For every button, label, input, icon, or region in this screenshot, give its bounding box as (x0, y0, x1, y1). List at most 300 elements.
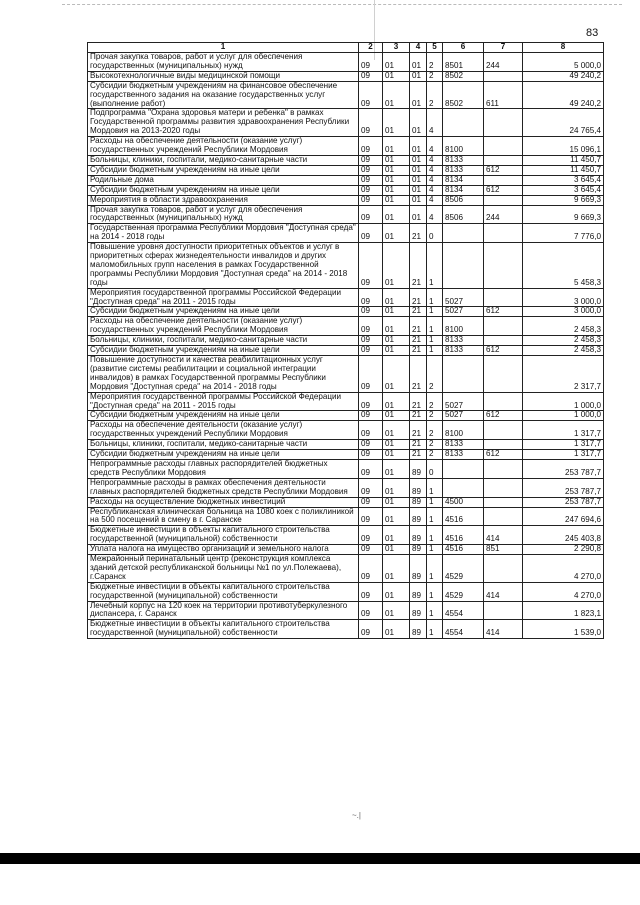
row-amount: 2 458,3 (523, 346, 604, 356)
code-section: 09 (359, 507, 383, 526)
code-expense-type (484, 71, 523, 81)
code-program: 21 (410, 450, 427, 460)
row-name: Расходы на осуществление бюджетных инвестиций (88, 497, 359, 507)
code-subprogram: 1 (427, 307, 443, 317)
table-row (88, 195, 604, 205)
code-section: 09 (359, 175, 383, 185)
code-program: 21 (410, 243, 427, 289)
code-expense-type (484, 459, 523, 478)
code-article: 4554 (443, 601, 484, 620)
row-amount: 9 669,3 (523, 195, 604, 205)
code-subprogram: 4 (427, 155, 443, 165)
row-name: Больницы, клиники, госпитали, медико-санитарные части (88, 336, 359, 346)
row-name: Субсидии бюджетным учреждениям на иные цели (88, 450, 359, 460)
code-article: 8501 (443, 53, 484, 72)
row-name: Повышение уровня доступности приоритетных объектов и услуг в приоритетных сферах жизнедеятельности инвалидов и других маломобильных групп населения в рамках Государственной программы Республики Мордовия "Доступная среда" на 2014 - 2018 годы (88, 243, 359, 289)
code-program: 21 (410, 317, 427, 336)
code-subprogram: 1 (427, 288, 443, 307)
code-expense-type (484, 555, 523, 583)
top-rule (62, 4, 622, 5)
row-name: Мероприятия государственной программы Российской Федерации "Доступная среда" на 2011 - 2015 годы (88, 288, 359, 307)
row-amount: 4 270,0 (523, 582, 604, 601)
code-expense-type (484, 195, 523, 205)
code-section: 09 (359, 356, 383, 393)
table-row (88, 620, 604, 639)
code-section: 09 (359, 109, 383, 137)
code-section: 09 (359, 165, 383, 175)
code-expense-type: 414 (484, 582, 523, 601)
code-subsection: 01 (383, 71, 410, 81)
code-section: 09 (359, 582, 383, 601)
code-subsection: 01 (383, 411, 410, 421)
code-subprogram: 1 (427, 346, 443, 356)
row-amount: 3 000,0 (523, 288, 604, 307)
page-number: 83 (586, 27, 599, 39)
table-row (88, 582, 604, 601)
code-subsection: 01 (383, 582, 410, 601)
table-row (88, 421, 604, 440)
code-program: 01 (410, 185, 427, 195)
row-amount: 253 787,7 (523, 478, 604, 497)
code-subsection: 01 (383, 317, 410, 336)
code-subprogram: 4 (427, 137, 443, 156)
header-cell: 3 (383, 43, 410, 53)
code-subsection: 01 (383, 165, 410, 175)
code-program: 21 (410, 356, 427, 393)
row-amount: 253 787,7 (523, 459, 604, 478)
code-program: 89 (410, 497, 427, 507)
row-amount: 3 000,0 (523, 307, 604, 317)
row-amount: 11 450,7 (523, 155, 604, 165)
code-program: 89 (410, 526, 427, 545)
table-row (88, 137, 604, 156)
code-program: 01 (410, 137, 427, 156)
code-expense-type (484, 288, 523, 307)
row-name: Прочая закупка товаров, работ и услуг для обеспечения государственных (муниципальных) нужд (88, 205, 359, 224)
code-section: 09 (359, 155, 383, 165)
row-name: Межрайонный перинатальный центр (реконструкция комплекса зданий детской республиканской больницы №1 по ул.Полежаева), г.Саранск (88, 555, 359, 583)
table-row (88, 336, 604, 346)
code-program: 89 (410, 601, 427, 620)
header-cell: 5 (427, 43, 443, 53)
table-row (88, 307, 604, 317)
code-program: 89 (410, 545, 427, 555)
code-section: 09 (359, 411, 383, 421)
row-name: Непрограммные расходы главных распорядителей бюджетных средств Республики Мордовия (88, 459, 359, 478)
row-name: Мероприятия государственной программы Российской Федерации "Доступная среда" на 2011 - 2015 годы (88, 392, 359, 411)
row-name: Подпрограмма "Охрана здоровья матери и ребенка" в рамках Государственной программы развития здравоохранения Республики Мордовия на 2013-2020 годы (88, 109, 359, 137)
row-amount: 1 317,7 (523, 421, 604, 440)
code-subsection: 01 (383, 205, 410, 224)
row-name: Непрограммные расходы в рамках обеспечения деятельности главных распорядителей бюджетных средств Республики Мордовия (88, 478, 359, 497)
row-name: Субсидии бюджетным учреждениям на финансовое обеспечение государственного задания на оказание государственных услуг (выполнение работ) (88, 81, 359, 109)
row-name: Субсидии бюджетным учреждениям на иные цели (88, 346, 359, 356)
row-amount: 5 458,3 (523, 243, 604, 289)
code-subprogram: 2 (427, 392, 443, 411)
code-article: 8100 (443, 421, 484, 440)
code-expense-type (484, 317, 523, 336)
table-row (88, 601, 604, 620)
code-article: 8506 (443, 195, 484, 205)
code-section: 09 (359, 224, 383, 243)
row-name: Высокотехнологичные виды медицинской помощи (88, 71, 359, 81)
code-program: 89 (410, 620, 427, 639)
code-section: 09 (359, 555, 383, 583)
code-section: 09 (359, 185, 383, 195)
table-row (88, 71, 604, 81)
code-subprogram: 2 (427, 356, 443, 393)
code-article: 8133 (443, 155, 484, 165)
code-program: 01 (410, 205, 427, 224)
code-article (443, 459, 484, 478)
code-section: 09 (359, 450, 383, 460)
code-subprogram: 1 (427, 243, 443, 289)
code-expense-type: 244 (484, 205, 523, 224)
code-expense-type: 611 (484, 81, 523, 109)
code-program: 21 (410, 307, 427, 317)
code-article: 8133 (443, 346, 484, 356)
code-subprogram: 4 (427, 175, 443, 185)
row-amount: 4 270,0 (523, 555, 604, 583)
code-subprogram: 2 (427, 81, 443, 109)
code-expense-type (484, 507, 523, 526)
code-article (443, 109, 484, 137)
code-section: 09 (359, 307, 383, 317)
row-amount: 245 403,8 (523, 526, 604, 545)
row-amount: 1 000,0 (523, 392, 604, 411)
row-name: Республиканская клиническая больница на 1080 коек с поликлиникой на 500 посещений в смену в г. Саранске (88, 507, 359, 526)
row-amount: 253 787,7 (523, 497, 604, 507)
code-subprogram: 1 (427, 478, 443, 497)
row-name: Субсидии бюджетным учреждениям на иные цели (88, 411, 359, 421)
table-row (88, 155, 604, 165)
code-subprogram: 2 (427, 450, 443, 460)
code-expense-type (484, 421, 523, 440)
code-section: 09 (359, 243, 383, 289)
table-row (88, 317, 604, 336)
code-section: 09 (359, 137, 383, 156)
code-program: 21 (410, 440, 427, 450)
code-expense-type (484, 109, 523, 137)
code-section: 09 (359, 336, 383, 346)
row-name: Лечебный корпус на 120 коек на территории противотуберкулезного диспансера, г. Саранск (88, 601, 359, 620)
code-section: 09 (359, 205, 383, 224)
code-section: 09 (359, 53, 383, 72)
code-expense-type (484, 478, 523, 497)
table-row (88, 356, 604, 393)
code-section: 09 (359, 620, 383, 639)
code-subsection: 01 (383, 137, 410, 156)
code-subsection: 01 (383, 336, 410, 346)
code-section: 09 (359, 601, 383, 620)
scan-mark: ~.| (352, 811, 361, 820)
row-name: Расходы на обеспечение деятельности (оказание услуг) государственных учреждений Республики Мордовия (88, 317, 359, 336)
code-program: 89 (410, 582, 427, 601)
code-expense-type (484, 601, 523, 620)
code-program: 01 (410, 155, 427, 165)
table-row (88, 165, 604, 175)
row-amount: 49 240,2 (523, 71, 604, 81)
table-header-row (88, 43, 604, 53)
row-name: Больницы, клиники, госпитали, медико-санитарные части (88, 440, 359, 450)
table-row (88, 53, 604, 72)
code-expense-type (484, 336, 523, 346)
row-name: Прочая закупка товаров, работ и услуг для обеспечения государственных (муниципальных) нужд (88, 53, 359, 72)
code-article: 8134 (443, 175, 484, 185)
table-row (88, 526, 604, 545)
code-program: 21 (410, 346, 427, 356)
code-expense-type (484, 243, 523, 289)
code-program: 21 (410, 421, 427, 440)
code-section: 09 (359, 71, 383, 81)
code-section: 09 (359, 459, 383, 478)
code-program: 01 (410, 165, 427, 175)
row-amount: 11 450,7 (523, 165, 604, 175)
table-row (88, 288, 604, 307)
code-article: 8133 (443, 440, 484, 450)
code-program: 01 (410, 71, 427, 81)
table-row (88, 175, 604, 185)
code-article: 8100 (443, 137, 484, 156)
code-subprogram: 1 (427, 582, 443, 601)
code-program: 21 (410, 224, 427, 243)
code-subprogram: 0 (427, 459, 443, 478)
code-subsection: 01 (383, 440, 410, 450)
table-row (88, 205, 604, 224)
code-expense-type: 612 (484, 307, 523, 317)
code-article: 8506 (443, 205, 484, 224)
code-section: 09 (359, 288, 383, 307)
code-article: 8134 (443, 185, 484, 195)
code-subsection: 01 (383, 459, 410, 478)
row-name: Родильные дома (88, 175, 359, 185)
code-article (443, 356, 484, 393)
code-section: 09 (359, 317, 383, 336)
code-section: 09 (359, 421, 383, 440)
code-subsection: 01 (383, 81, 410, 109)
code-subsection: 01 (383, 421, 410, 440)
code-subprogram: 1 (427, 545, 443, 555)
code-expense-type (484, 356, 523, 393)
code-subsection: 01 (383, 243, 410, 289)
table-row (88, 224, 604, 243)
code-program: 21 (410, 336, 427, 346)
code-subprogram: 1 (427, 507, 443, 526)
code-program: 01 (410, 81, 427, 109)
row-amount: 9 669,3 (523, 205, 604, 224)
code-section: 09 (359, 497, 383, 507)
code-expense-type: 414 (484, 620, 523, 639)
code-section: 09 (359, 440, 383, 450)
table-row (88, 450, 604, 460)
code-expense-type (484, 137, 523, 156)
code-subprogram: 1 (427, 555, 443, 583)
code-article: 4516 (443, 545, 484, 555)
code-expense-type (484, 392, 523, 411)
code-expense-type: 612 (484, 165, 523, 175)
code-article: 5027 (443, 288, 484, 307)
code-subprogram: 4 (427, 185, 443, 195)
code-section: 09 (359, 346, 383, 356)
code-program: 01 (410, 195, 427, 205)
code-program: 89 (410, 507, 427, 526)
row-amount: 3 645,4 (523, 185, 604, 195)
code-article: 8100 (443, 317, 484, 336)
table-row (88, 507, 604, 526)
code-article: 4554 (443, 620, 484, 639)
row-name: Субсидии бюджетным учреждениям на иные цели (88, 165, 359, 175)
code-article: 4529 (443, 555, 484, 583)
table-row (88, 545, 604, 555)
code-program: 89 (410, 459, 427, 478)
row-name: Субсидии бюджетным учреждениям на иные цели (88, 185, 359, 195)
code-expense-type: 612 (484, 450, 523, 460)
code-section: 09 (359, 545, 383, 555)
code-expense-type: 612 (484, 346, 523, 356)
code-section: 09 (359, 478, 383, 497)
table-row (88, 109, 604, 137)
code-expense-type (484, 175, 523, 185)
code-subprogram: 0 (427, 224, 443, 243)
code-article: 8133 (443, 336, 484, 346)
code-expense-type (484, 440, 523, 450)
header-cell: 4 (410, 43, 427, 53)
row-amount: 247 694,6 (523, 507, 604, 526)
code-subprogram: 4 (427, 205, 443, 224)
code-subprogram: 2 (427, 411, 443, 421)
code-article (443, 478, 484, 497)
code-subprogram: 1 (427, 526, 443, 545)
code-expense-type: 244 (484, 53, 523, 72)
code-subsection: 01 (383, 356, 410, 393)
table-row (88, 497, 604, 507)
row-amount: 7 776,0 (523, 224, 604, 243)
code-article: 8133 (443, 165, 484, 175)
code-subprogram: 4 (427, 109, 443, 137)
row-amount: 15 096,1 (523, 137, 604, 156)
code-expense-type: 851 (484, 545, 523, 555)
code-subsection: 01 (383, 288, 410, 307)
code-subprogram: 1 (427, 317, 443, 336)
header-cell: 8 (523, 43, 604, 53)
code-program: 21 (410, 411, 427, 421)
code-subsection: 01 (383, 507, 410, 526)
code-article: 8502 (443, 71, 484, 81)
code-article: 8133 (443, 450, 484, 460)
row-name: Бюджетные инвестиции в объекты капитального строительства государственной (муниципальной) собственности (88, 526, 359, 545)
code-subsection: 01 (383, 224, 410, 243)
row-name: Уплата налога на имущество организаций и земельного налога (88, 545, 359, 555)
code-expense-type: 612 (484, 411, 523, 421)
code-subsection: 01 (383, 555, 410, 583)
row-name: Расходы на обеспечение деятельности (оказание услуг) государственных учреждений Республики Мордовия (88, 137, 359, 156)
row-amount: 2 458,3 (523, 317, 604, 336)
bottom-scan-bar (0, 853, 640, 864)
header-cell: 7 (484, 43, 523, 53)
code-subprogram: 1 (427, 620, 443, 639)
row-amount: 1 823,1 (523, 601, 604, 620)
code-expense-type (484, 155, 523, 165)
code-program: 21 (410, 288, 427, 307)
code-subprogram: 2 (427, 53, 443, 72)
code-article: 8502 (443, 81, 484, 109)
code-expense-type (484, 224, 523, 243)
code-expense-type: 612 (484, 185, 523, 195)
code-subsection: 01 (383, 620, 410, 639)
code-subsection: 01 (383, 346, 410, 356)
header-cell: 6 (443, 43, 484, 53)
table-row (88, 243, 604, 289)
code-article: 5027 (443, 411, 484, 421)
code-article: 5027 (443, 307, 484, 317)
code-subsection: 01 (383, 109, 410, 137)
code-article: 4516 (443, 507, 484, 526)
code-article: 4516 (443, 526, 484, 545)
code-subsection: 01 (383, 526, 410, 545)
code-article: 5027 (443, 392, 484, 411)
code-program: 89 (410, 555, 427, 583)
code-subsection: 01 (383, 392, 410, 411)
table-row (88, 411, 604, 421)
code-article: 4529 (443, 582, 484, 601)
row-amount: 2 290,8 (523, 545, 604, 555)
row-amount: 1 317,7 (523, 450, 604, 460)
table-row (88, 478, 604, 497)
code-article (443, 243, 484, 289)
code-subprogram: 1 (427, 601, 443, 620)
code-subprogram: 2 (427, 440, 443, 450)
row-name: Повышение доступности и качества реабилитационных услуг (развитие системы реабилитации и социальной интеграции инвалидов) в рамках Государственной программы Республики Мордовия "Доступная среда" на 2014 - 2018 годы (88, 356, 359, 393)
code-subsection: 01 (383, 497, 410, 507)
table-row (88, 185, 604, 195)
code-subprogram: 2 (427, 421, 443, 440)
table-row (88, 459, 604, 478)
row-name: Государственная программа Республики Мордовия "Доступная среда" на 2014 - 2018 годы (88, 224, 359, 243)
code-subprogram: 1 (427, 497, 443, 507)
code-subprogram: 4 (427, 165, 443, 175)
table-row (88, 555, 604, 583)
row-name: Субсидии бюджетным учреждениям на иные цели (88, 307, 359, 317)
code-expense-type (484, 497, 523, 507)
code-subsection: 01 (383, 307, 410, 317)
code-article (443, 224, 484, 243)
table-row (88, 81, 604, 109)
row-amount: 24 765,4 (523, 109, 604, 137)
row-name: Бюджетные инвестиции в объекты капитального строительства государственной (муниципальной) собственности (88, 582, 359, 601)
code-section: 09 (359, 195, 383, 205)
row-amount: 49 240,2 (523, 81, 604, 109)
code-subsection: 01 (383, 478, 410, 497)
row-amount: 5 000,0 (523, 53, 604, 72)
code-program: 01 (410, 175, 427, 185)
code-subsection: 01 (383, 601, 410, 620)
code-article: 4500 (443, 497, 484, 507)
row-name: Больницы, клиники, госпитали, медико-санитарные части (88, 155, 359, 165)
header-cell: 1 (88, 43, 359, 53)
code-subsection: 01 (383, 185, 410, 195)
code-subprogram: 2 (427, 71, 443, 81)
budget-table (87, 42, 604, 639)
row-name: Бюджетные инвестиции в объекты капитального строительства государственной (муниципальной) собственности (88, 620, 359, 639)
code-subsection: 01 (383, 175, 410, 185)
table-row (88, 440, 604, 450)
row-amount: 1 317,7 (523, 440, 604, 450)
code-subprogram: 1 (427, 336, 443, 346)
table-row (88, 346, 604, 356)
code-program: 89 (410, 478, 427, 497)
code-program: 21 (410, 392, 427, 411)
code-section: 09 (359, 81, 383, 109)
